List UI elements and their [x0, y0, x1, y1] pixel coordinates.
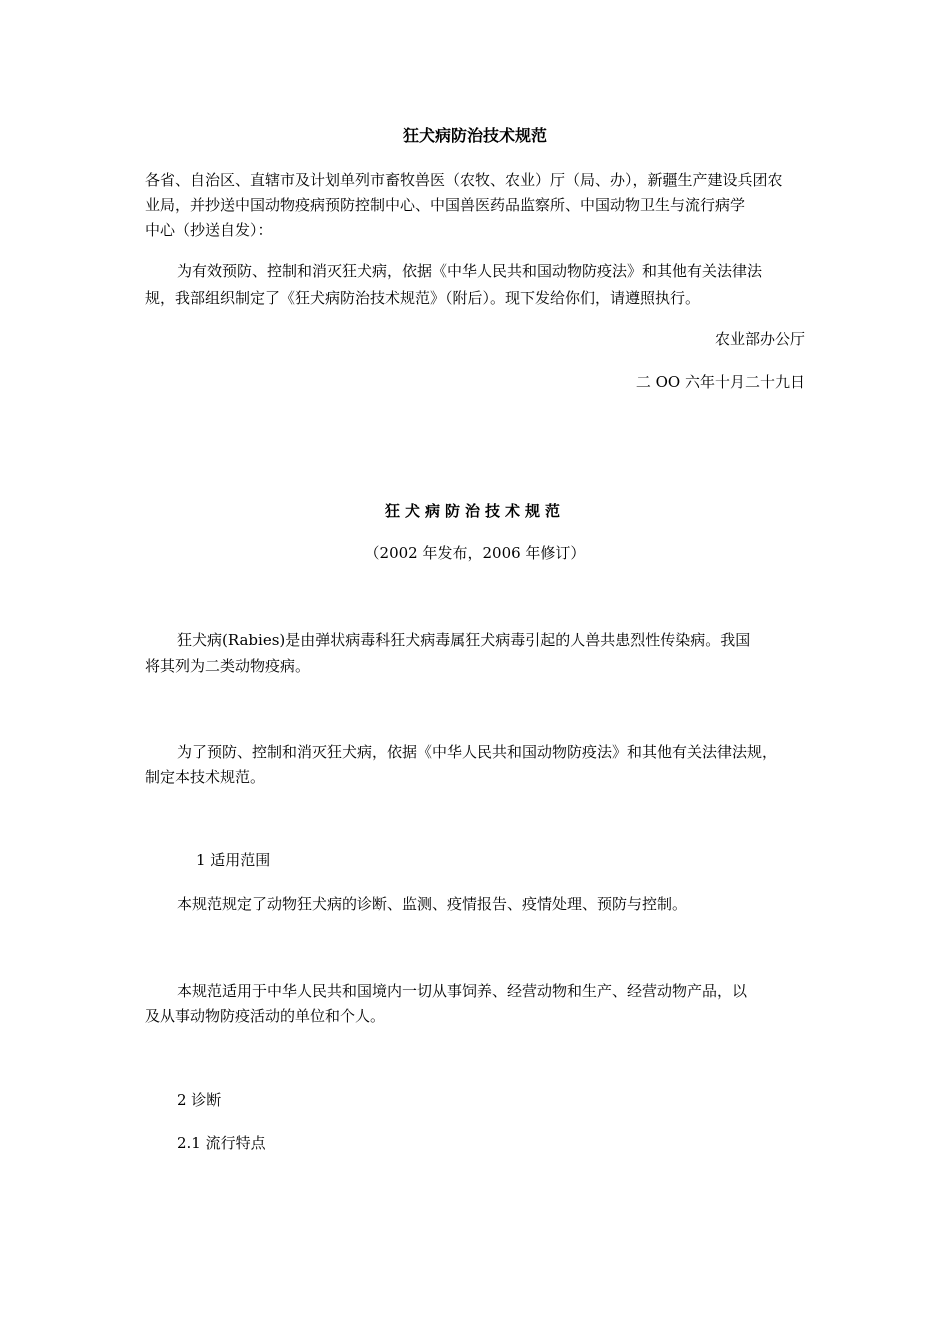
- section-2-1-heading: 2.1 流行特点: [177, 1134, 266, 1152]
- notice-title: 狂犬病防治技术规范: [402, 126, 547, 145]
- section-1-para-1: 本规范规定了动物狂犬病的诊断、监测、疫情报告、疫情处理、预防与控制。: [177, 895, 688, 913]
- notice-body-line-1: 为有效预防、控制和消灭狂犬病，依据《中华人民共和国动物防疫法》和其他有关法律法: [177, 262, 763, 280]
- recipients-line-2: 业局，并抄送中国动物疫病预防控制中心、中国兽医药品监察所、中国动物卫生与流行病学: [145, 196, 746, 214]
- signature: 农业部办公厅: [714, 330, 805, 348]
- notice-date: 二 OO 六年十月二十九日: [635, 373, 805, 391]
- recipients-line-1: 各省、自治区、直辖市及计划单列市畜牧兽医（农牧、农业）厅（局、办），新疆生产建设兵团农: [145, 171, 783, 189]
- purpose-line-2: 制定本技术规范。: [145, 768, 266, 786]
- purpose-line-1: 为了预防、控制和消灭狂犬病，依据《中华人民共和国动物防疫法》和其他有关法律法规，: [177, 743, 778, 761]
- intro-line-2: 将其列为二类动物疫病。: [145, 657, 311, 675]
- section-1-heading: 1 适用范围: [196, 851, 271, 869]
- section-1-para-2-line-2: 及从事动物防疫活动的单位和个人。: [145, 1007, 386, 1025]
- spec-title: 狂犬病防治技术规范: [384, 502, 565, 520]
- recipients-line-3: 中心（抄送自发）：: [145, 221, 273, 239]
- intro-line-1: 狂犬病(Rabies)是由弹状病毒科狂犬病毒属狂犬病毒引起的人兽共患烈性传染病。我国: [177, 631, 751, 649]
- section-1-para-2-line-1: 本规范适用于中华人民共和国境内一切从事饲养、经营动物和生产、经营动物产品，以: [177, 982, 748, 1000]
- spec-subtitle: （2002 年发布，2006 年修订）: [364, 544, 586, 562]
- notice-body-line-2: 规，我部组织制定了《狂犬病防治技术规范》（附后）。现下发给你们，请遵照执行。: [145, 289, 701, 307]
- section-2-heading: 2 诊断: [177, 1091, 222, 1109]
